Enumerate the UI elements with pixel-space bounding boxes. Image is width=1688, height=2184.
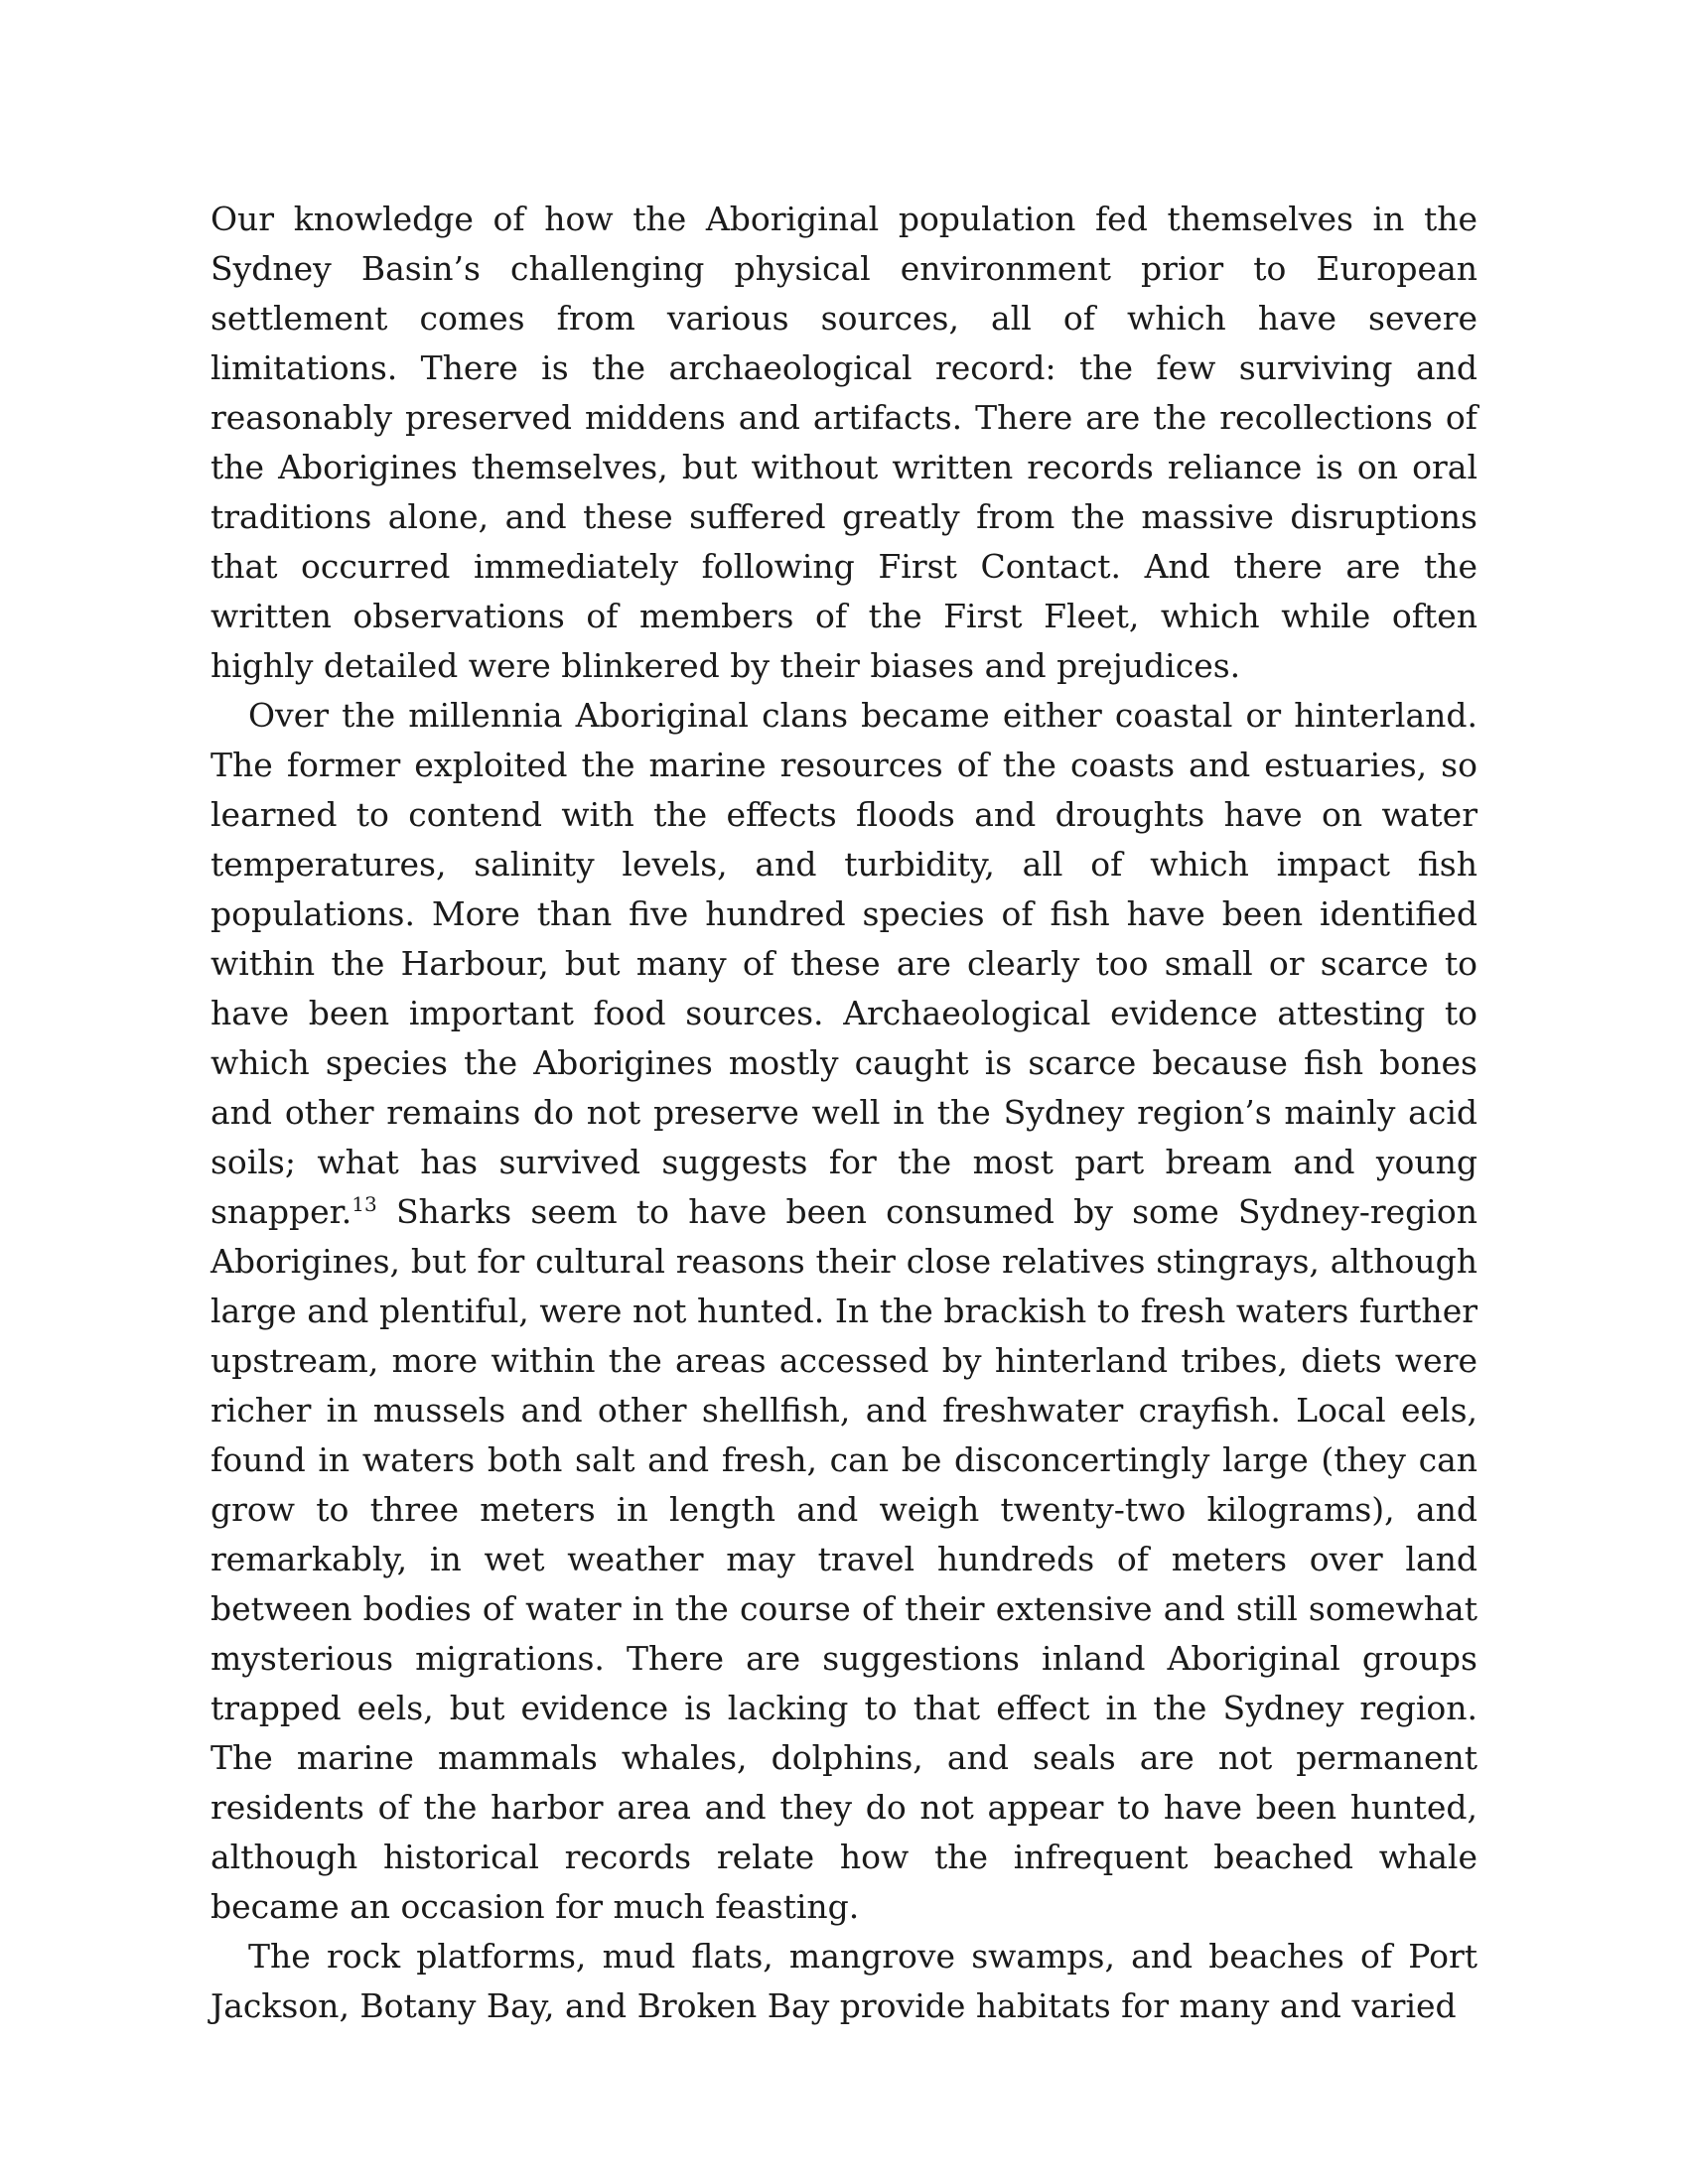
footnote-reference-13[interactable]: 13 [352,1192,377,1216]
paragraph-2-text-end: Sharks seem to have been consumed by some Sydney-region Aborigines, but for cultural reasons their close relatives stingrays, although large and plentiful, were not hunted. In the brackish to fresh waters further upstream, more within the areas accessed by hinterland tribes, diets were richer in mussels and other shellfish, and freshwater crayfish. Local eels, found in waters both salt and fresh, can be disconcertingly large (they can grow to three meters in length and weigh twenty-two kilograms), and remarkably, in wet weather may travel hundreds of meters over land between bodies of water in the course of their extensive and still somewhat mysterious migrations. There are suggestions inland Aboriginal groups trapped eels, but evidence is lacking to that effect in the Sydney region. The marine mammals whales, dolphins, and seals are not permanent residents of the harbor area and they do not appear to have been hunted, although historical records relate how the infrequent beached whale became an occasion for much feasting. [211,1192,1477,1926]
paragraph-2 [211,691,1477,1932]
paragraph-1: Our knowledge of how the Aboriginal population fed themselves in the Sydney Basin’s challenging physical environment prior to European settlement comes from various sources, all of which have severe limitations. There is the archaeological record: the few surviving and reasonably preserved middens and artifacts. There are the recollections of the Aborigines themselves, but without written records reliance is on oral traditions alone, and these suffered greatly from the massive disruptions that occurred immediately following First Contact. And there are the written observations of members of the First Fleet, which while often highly detailed were blinkered by their biases and prejudices. [211,200,1477,685]
paragraph-2-text-start: Over the millennia Aboriginal clans became either coastal or hinterland. The former exploited the marine resources of the coasts and estuaries, so learned to contend with the effects floods and droughts have on water temperatures, salinity levels, and turbidity, all of which impact fish populations. More than five hundred species of fish have been identified within the Harbour, but many of these are clearly too small or scarce to have been important food sources. Archaeological evidence attesting to which species the Aborigines mostly caught is scarce because fish bones and other remains do not preserve well in the Sydney region’s mainly acid soils; what has survived suggests for the most part bream and young snapper. [211,696,1477,1231]
page-body [211,195,1477,2031]
paragraph-3: The rock platforms, mud flats, mangrove swamps, and beaches of Port Jackson, Botany Bay, and Broken Bay provide habitats for many and varied [211,1937,1477,2025]
